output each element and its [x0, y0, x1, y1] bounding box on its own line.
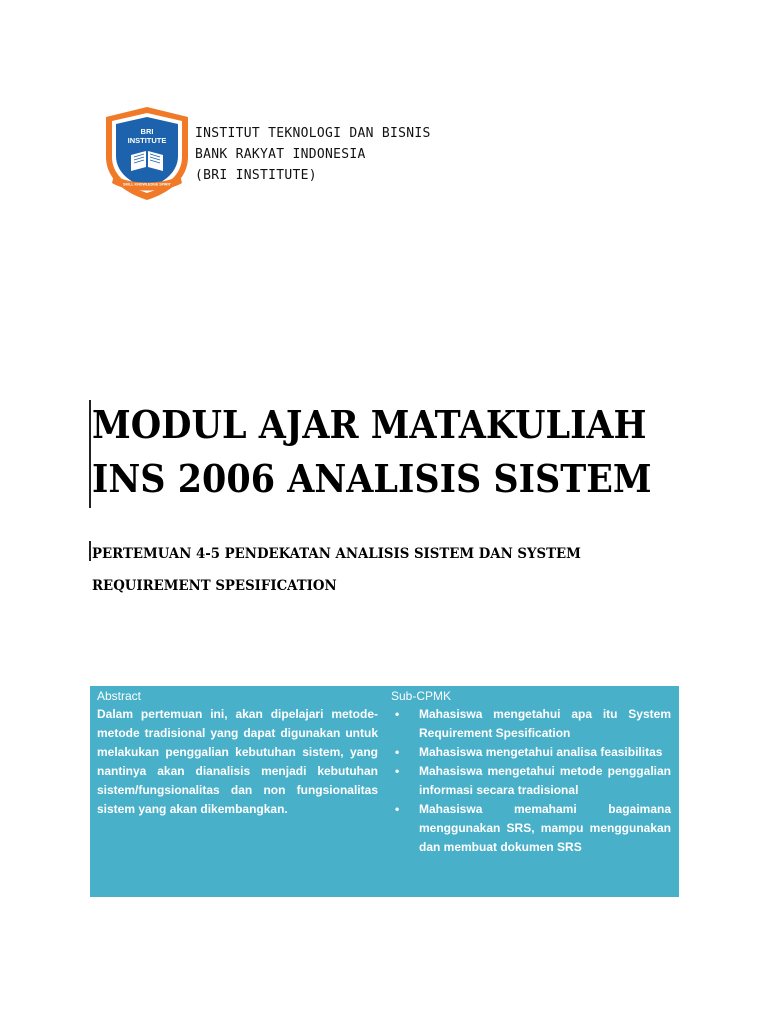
bri-institute-logo [104, 105, 190, 201]
bullet-icon: • [395, 745, 400, 759]
logo-ribbon-text: SKILL KNOWLEDGE SPIRIT [123, 182, 171, 187]
sub-cpmk-column [391, 687, 671, 857]
institution-line-3: (BRI INSTITUTE) [195, 168, 317, 183]
logo-text-institute: INSTITUTE [127, 136, 167, 145]
institution-line-2: BANK RAKYAT INDONESIA [195, 147, 366, 162]
bullet-icon: • [395, 707, 400, 721]
abstract-column [97, 687, 378, 819]
list-item [391, 743, 671, 762]
bullet-icon: • [395, 802, 400, 816]
sub-cpmk-heading: Sub-CPMK [391, 689, 452, 703]
list-item [391, 762, 671, 800]
module-title [92, 398, 652, 506]
abstract-text: Dalam pertemuan ini, akan dipelajari metode-metode tradisional yang dapat digunakan untuk melakukan penggalian kebutuhan sistem, yang nantinya akan dianalisis menjadi kebutuhan sistem/fungsionalitas dan non fungsionalitas sistem yang akan dikembangkan. [97, 707, 378, 816]
sub-cpmk-item-text: Mahasiswa mengetahui apa itu System Requirement Spesification [419, 707, 671, 740]
text-cursor-bar-subtitle [89, 541, 91, 561]
bullet-icon: • [395, 764, 400, 778]
sub-cpmk-item-text: Mahasiswa memahami bagaimana menggunakan SRS, mampu menggunakan dan membuat dokumen SRS [419, 802, 671, 854]
meeting-subtitle: PERTEMUAN 4-5 PENDEKATAN ANALISIS SISTEM DAN SYSTEM REQUIREMENT SPESIFICATION [92, 546, 581, 594]
info-box [90, 686, 679, 897]
institution-name [195, 123, 431, 186]
institution-line-1: INSTITUT TEKNOLOGI DAN BISNIS [195, 126, 431, 141]
title-line-1: MODUL AJAR MATAKULIAH [92, 402, 647, 447]
text-cursor-bar [89, 400, 91, 508]
abstract-heading: Abstract [97, 689, 142, 703]
list-item [391, 800, 671, 857]
sub-cpmk-list [391, 705, 671, 857]
sub-cpmk-item-text: Mahasiswa mengetahui analisa feasibilitas [419, 745, 663, 759]
list-item [391, 705, 671, 743]
sub-cpmk-item-text: Mahasiswa mengetahui metode penggalian informasi secara tradisional [419, 764, 671, 797]
logo-text-bri: BRI [140, 127, 154, 136]
title-line-2: INS 2006 ANALISIS SISTEM [92, 456, 652, 501]
